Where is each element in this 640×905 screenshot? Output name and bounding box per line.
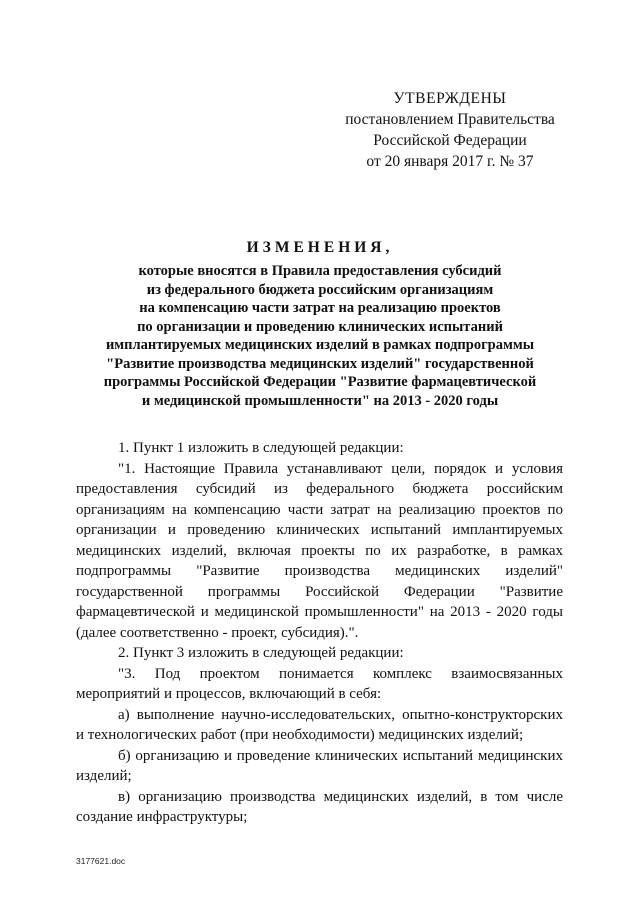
body-line: предоставления субсидий из федерального бюджета российским xyxy=(76,481,563,497)
body-line: "3. Под проектом понимается комплекс взаимосвязанных xyxy=(118,665,563,682)
approval-line: Российской Федерации xyxy=(373,132,527,149)
subtitle-line: и медицинской промышленности" на 2013 - 2020 годы xyxy=(141,392,499,409)
document-subtitle xyxy=(80,262,560,410)
subtitle-line: на компенсацию части затрат на реализацию проектов xyxy=(139,300,501,316)
subtitle-line: имплантируемых медицинских изделий в рамках подпрограммы xyxy=(105,337,535,353)
body-line: организации и проведению клинических испытаний имплантируемых xyxy=(76,522,563,538)
body-line: организациям на компенсацию части затрат на реализацию проектов по xyxy=(76,501,563,518)
approval-date: от 20 января 2017 г. № 37 xyxy=(366,153,534,170)
body-line: 1. Пункт 1 изложить в следующей редакции: xyxy=(118,440,404,456)
body-line: создание инфраструктуры; xyxy=(76,809,248,825)
subtitle-line: "Развитие производства медицинских изделий" государственной xyxy=(106,355,534,372)
subtitle-line: которые вносятся в Правила предоставления субсидий xyxy=(138,263,502,279)
subtitle-line: из федерального бюджета российским организациям xyxy=(146,281,494,298)
body-line: "1. Настоящие Правила устанавливают цели, порядок и условия xyxy=(118,460,563,477)
footer-file-name: 3177621.doc xyxy=(76,856,126,866)
document-title: ИЗМЕНЕНИЯ, xyxy=(246,239,394,256)
document-body xyxy=(76,438,563,828)
subtitle-line: по организации и проведению клинических испытаний xyxy=(137,318,503,335)
body-line: медицинских изделий, включая проекты по их разработке, в рамках xyxy=(76,542,563,559)
body-line: 2. Пункт 3 изложить в следующей редакции: xyxy=(118,645,404,661)
body-line: подпрограммы "Развитие производства медицинских изделий" xyxy=(76,563,563,579)
subtitle-line: программы Российской Федерации "Развитие фармацевтической xyxy=(103,374,537,390)
body-line: и технологических работ (при необходимости) медицинских изделий; xyxy=(76,727,524,743)
approval-line: постановлением Правительства xyxy=(345,111,555,128)
body-line: мероприятий и процессов, включающий в себя: xyxy=(76,686,382,702)
body-line: государственной программы Российской Федерации "Развитие xyxy=(76,583,563,600)
body-line: в) организацию производства медицинских изделий, в том числе xyxy=(118,788,563,805)
body-line: а) выполнение научно-исследовательских, опытно-конструкторских xyxy=(118,706,563,723)
body-line: фармацевтической и медицинской промышленности" на 2013 - 2020 годы xyxy=(76,604,563,620)
approval-block xyxy=(330,88,570,172)
body-line: б) организацию и проведение клинических испытаний медицинских xyxy=(118,747,563,764)
body-line: изделий; xyxy=(76,768,132,784)
body-line: (далее соответственно - проект, субсидия).". xyxy=(76,624,359,641)
approval-title: УТВЕРЖДЕНЫ xyxy=(393,90,507,107)
